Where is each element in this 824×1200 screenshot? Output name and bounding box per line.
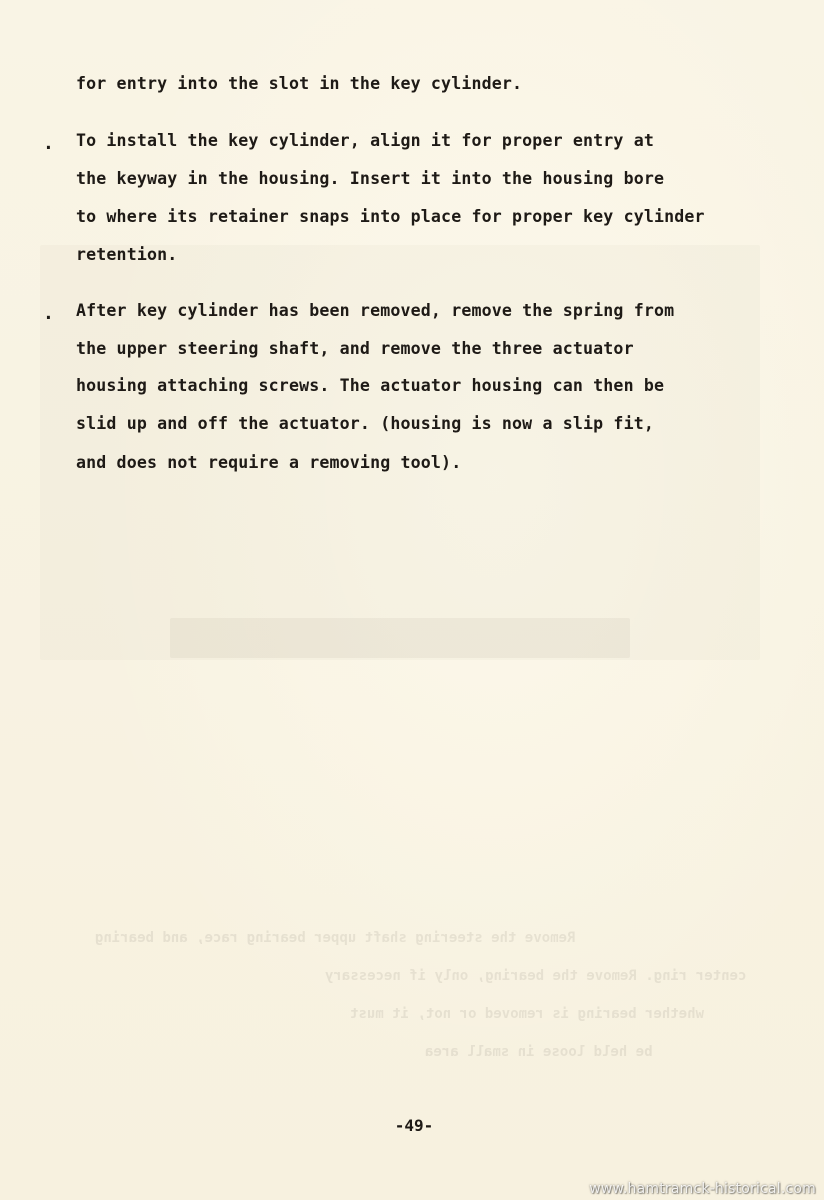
paragraph-3-bullet: . [43, 303, 54, 324]
page-number: -49- [394, 1116, 434, 1135]
paragraph-2-line-3: to where its retainer snaps into place for proper key cylinder [76, 207, 705, 226]
paragraph-3-line-5: and does not require a removing tool). [76, 453, 462, 472]
paragraph-1-line-1: for entry into the slot in the key cylinder. [76, 74, 523, 93]
paragraph-3-line-2: the upper steering shaft, and remove the three actuator [76, 339, 634, 358]
bleed-through-text-1: Remove the steering shaft upper bearing race, and bearing [95, 930, 576, 946]
paragraph-2-line-1: To install the key cylinder, align it for proper entry at [76, 131, 654, 150]
paragraph-2-line-2: the keyway in the housing. Insert it into the housing bore [76, 169, 665, 188]
paragraph-3-line-1: After key cylinder has been removed, remove the spring from [76, 301, 675, 320]
paragraph-3-line-4: slid up and off the actuator. (housing is now a slip fit, [76, 414, 654, 433]
paragraph-2-line-4: retention. [76, 245, 178, 264]
bleed-through-caption-bar [170, 618, 630, 658]
paragraph-2-bullet: . [43, 133, 54, 154]
bleed-through-text-3: whether bearing is removed or not, it must [350, 1006, 705, 1022]
paragraph-3-line-3: housing attaching screws. The actuator housing can then be [76, 376, 665, 395]
site-watermark: www.hamtramck-historical.com [589, 1181, 816, 1197]
bleed-through-text-4: be held loose in small area [425, 1044, 653, 1060]
bleed-through-text-2: center ring. Remove the bearing, only if necessary [325, 968, 747, 984]
